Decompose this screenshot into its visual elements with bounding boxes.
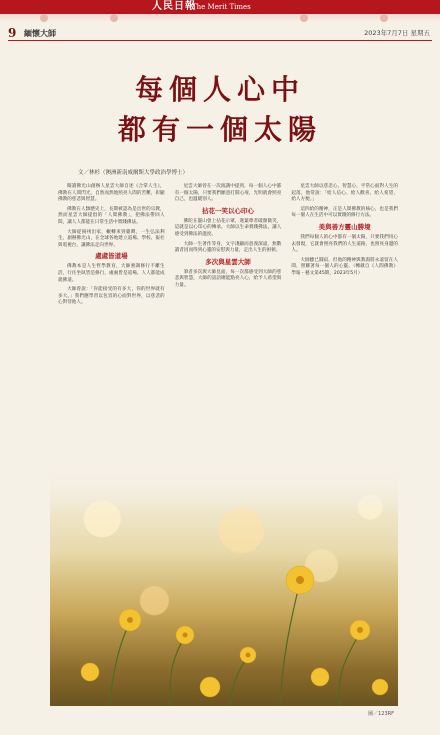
paragraph: 大師從揚州出家，輾轉來到臺灣，一生弘法利生，創辦佛光山，在全球各地建立道場、學校、報社與電視台，讓佛法走向世界。 [58,229,165,248]
photo-credit: 圖／123RF [368,711,394,717]
masthead [0,0,440,40]
masthead-decoration [0,14,440,22]
article-column [291,184,398,484]
article-column [175,184,282,484]
paragraph: 星雲大師曾在一次演講中提到，每一個人心中都有一個太陽，只要我們願意打開心扉，光明就會照亮自己，也溫暖別人。 [174,184,282,203]
decoration-dot [110,14,118,22]
headline-line-2: 都有一個太陽 [117,113,322,146]
headline-line-1: 每個人心中 [134,73,305,106]
decoration-dot [300,14,308,22]
byline: 文／林杉（澳洲新南威爾斯大學政治學博士） [78,170,189,176]
paragraph: 佛教本是人生哲學教育，大師強調修行不離生活，行住坐臥皆是修行，處處皆是道場，人人都能成就佛道。 [58,264,165,283]
paragraph: 我們每個人的心中都有一個太陽，只要我們用心去發現，它就會照亮我們的人生道路，也照亮身邊的人。 [291,234,398,254]
newspaper-logo: 人民日報 [152,1,196,12]
header-rule [8,40,432,41]
flower-illustration [50,472,398,706]
article-column [58,184,165,484]
publication-date: 2023年7月7日 星期五 [364,29,430,37]
paragraph: 佛陀在靈山會上拈花示眾，迦葉尊者破顏微笑，這就是以心印心的傳承。大師以生命實踐佛法，讓人感受到佛法的溫度。 [174,218,282,237]
paragraph: 閱讀佛光山創辦人星雲大師自述《合掌人生》，佛教在人間閃光，自然而然地照亮人間的苦難，彰顯佛教的慈悲與智慧。 [58,184,165,203]
paragraph: 大師曾說：「你能接受的有多大，你的世界就有多大。」我們應學習以包容的心面對世界，以慈悲的心對待他人。 [58,287,165,306]
article-body [58,184,398,484]
paragraph: 大師一生著作等身，文字淺顯而意義深遠，無數讀者因而得到心靈的安慰與力量，走出人生的困頓。 [174,241,282,254]
headline [0,70,440,150]
section-title: 緬懷大師 [24,29,56,38]
newspaper-english-name: The Merit Times [192,3,251,11]
decoration-dot [40,14,48,22]
decoration-dot [380,14,388,22]
paragraph: 這四給的精神，正是人間佛教的核心，也是我們每一個人在生活中可以實踐的修行方法。 [291,206,398,219]
page-number: 9 [8,26,17,40]
flower-photo [50,472,398,706]
paragraph: 佛教在人類歷史上，長期被認為是出世的宗教，然而星雲大師提倡的「人間佛教」，把佛法帶回人間，讓人人都能在日常生活中實踐佛法。 [58,206,165,225]
paragraph: 大師雖已圓寂，但他的精神與教誨將永遠留在人間，照耀著每一個人的心靈。（轉載自《人間佛教》學報・藝文第45期，2023年5月） [291,257,398,276]
paragraph: 星雲大師以慈悲心、智慧心、平常心面對人生的起落，他常說：「給人信心、給人歡喜、給人希望、給人方便。」 [291,184,398,203]
paragraph: 筆者多次與大師見面，每一次都感受到大師的慈悲與智慧，大師的話語總能點亮人心，給予人希望與力量。 [174,269,282,288]
subheading: 拈花一笑以心印心 [201,206,254,215]
subheading: 美與善方靈山勝境 [318,222,371,231]
subheading: 多次與星雲大師 [205,257,251,266]
subheading: 處處皆道場 [95,252,128,261]
